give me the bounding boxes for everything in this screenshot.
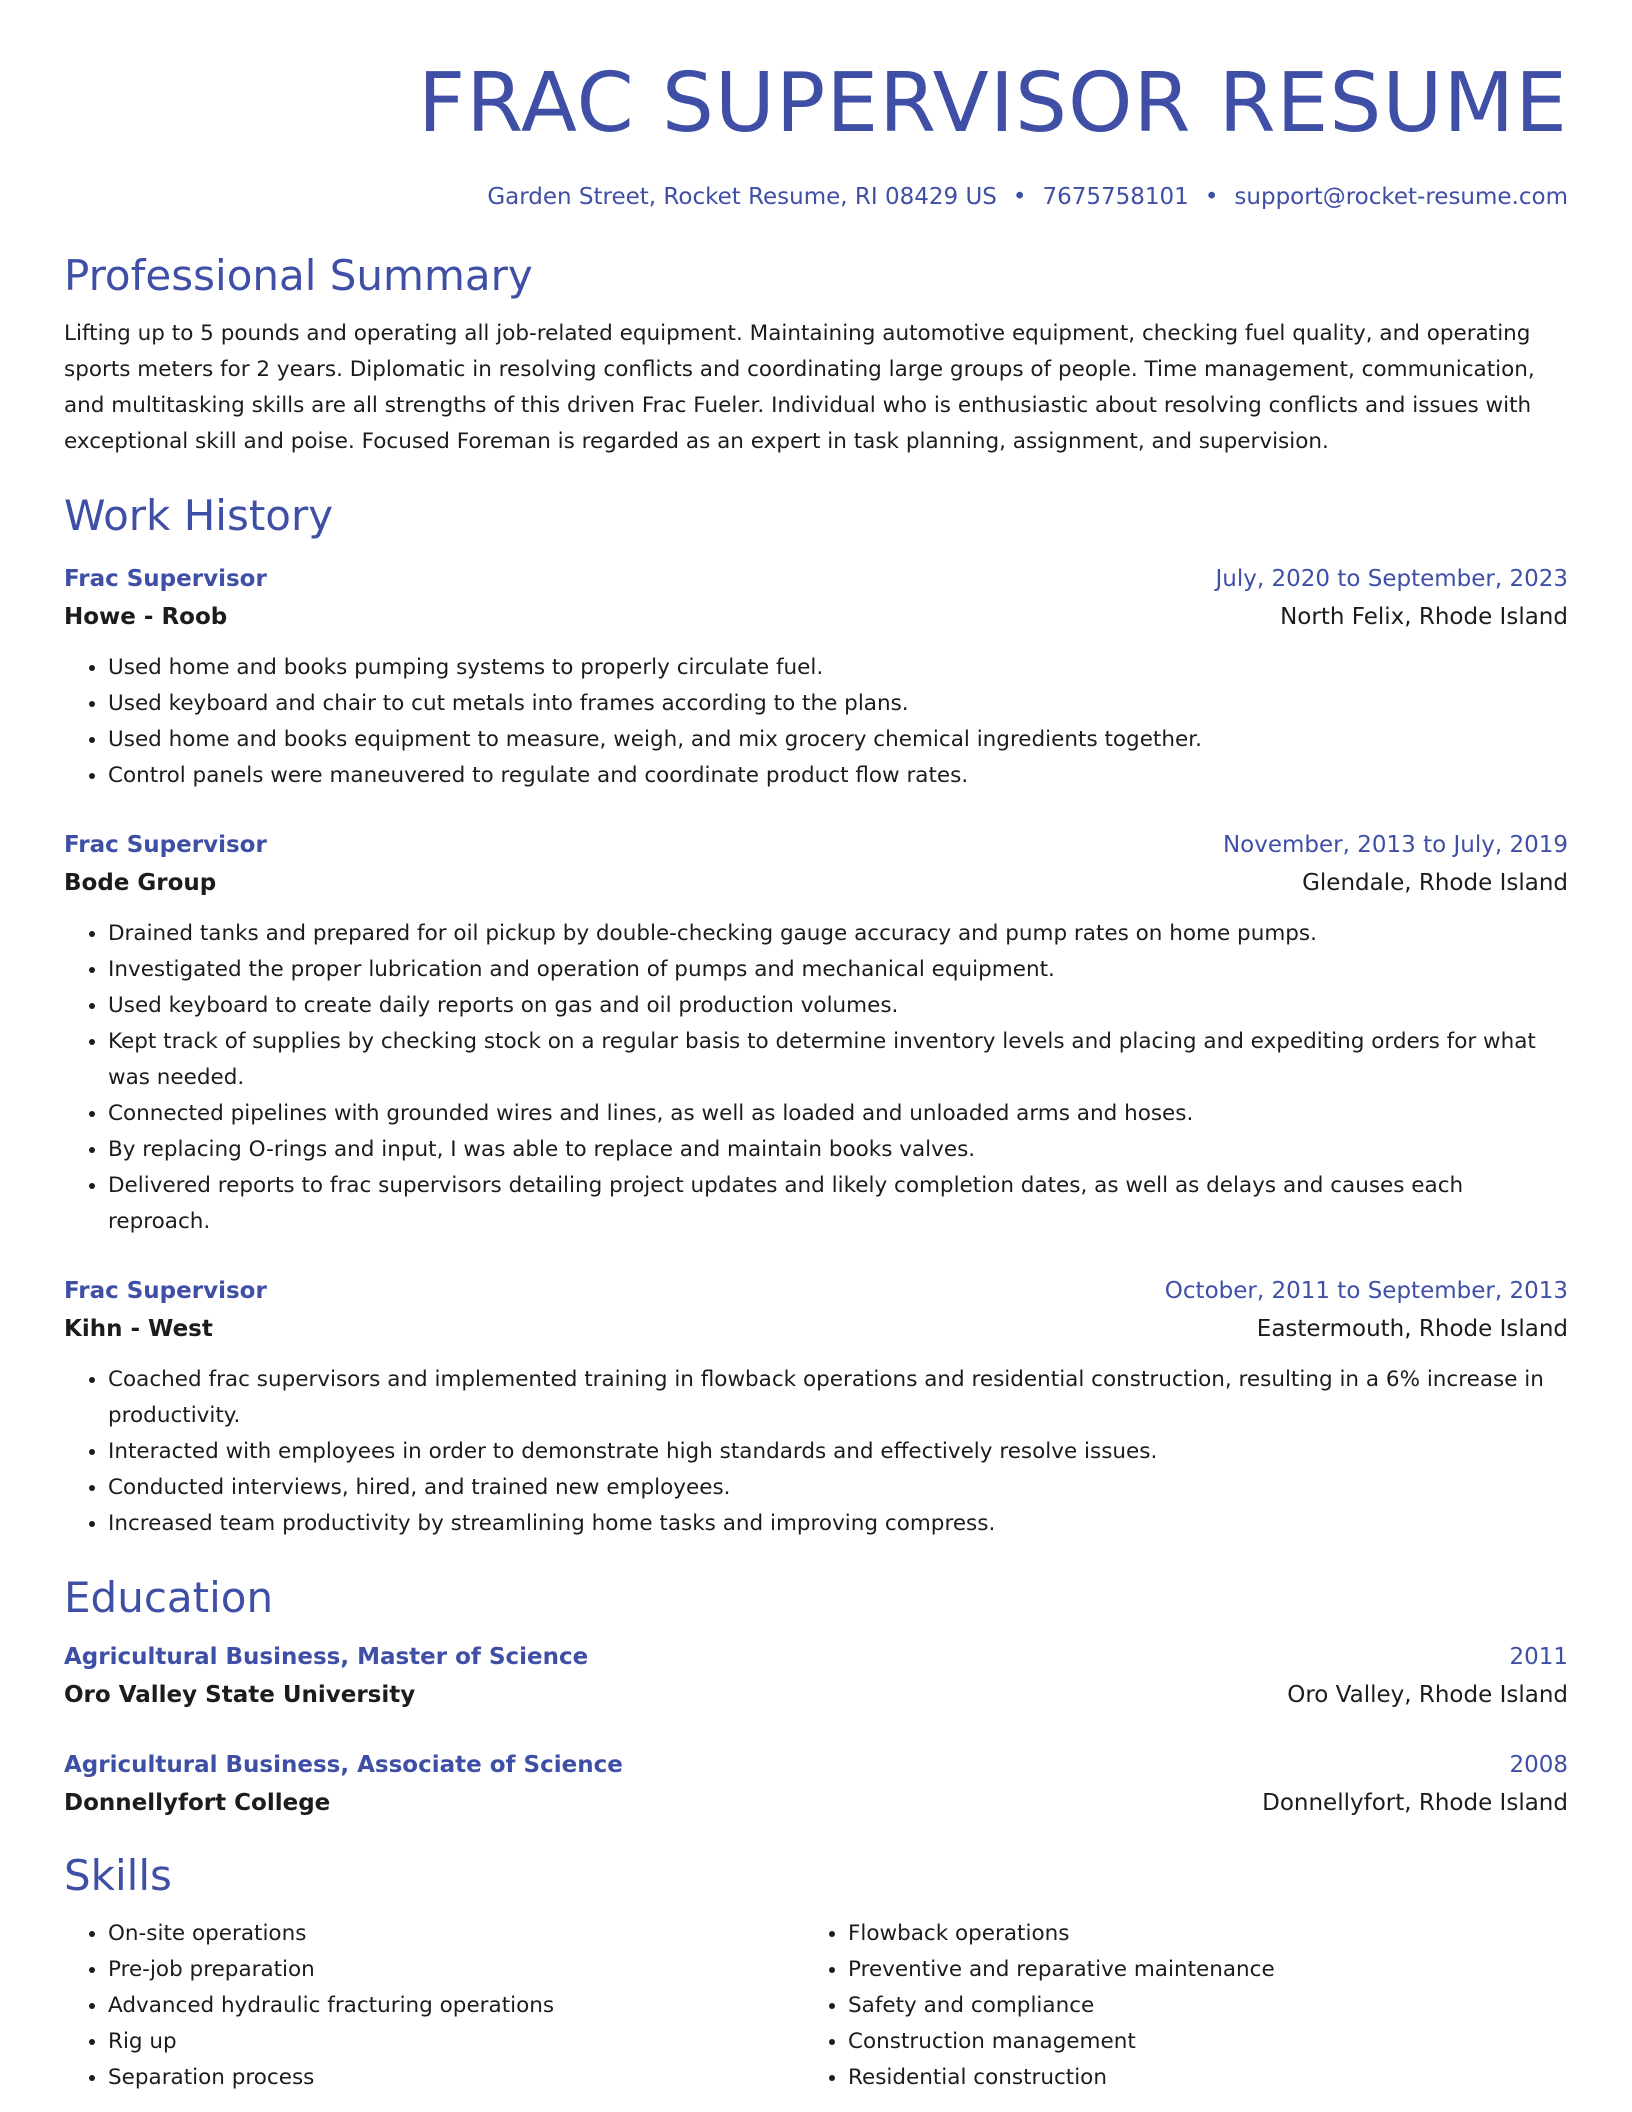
job-title: Frac Supervisor <box>64 832 267 858</box>
education-location: Oro Valley, Rhode Island <box>1287 1682 1568 1708</box>
list-item: • Used home and books equipment to measure, weigh, and mix grocery chemical ingredients together. <box>108 722 1568 758</box>
job-entry <box>64 560 1568 794</box>
job-entry <box>64 1272 1568 1542</box>
job-dates: July, 2020 to September, 2023 <box>1215 566 1568 592</box>
skill-item: • Pre-job preparation <box>108 1952 804 1988</box>
education-year: 2008 <box>1509 1752 1568 1778</box>
list-item: • Used keyboard and chair to cut metals into frames according to the plans. <box>108 686 1568 722</box>
education-degree-row <box>64 1638 1568 1676</box>
job-company-row <box>64 1310 1568 1348</box>
education-school: Donnellyfort College <box>64 1790 331 1816</box>
list-item: • Used home and books pumping systems to properly circulate fuel. <box>108 650 1568 686</box>
education-degree: Agricultural Business, Associate of Science <box>64 1752 623 1778</box>
skills-columns <box>64 1916 1568 2096</box>
skill-item: • Residential construction <box>848 2060 1544 2096</box>
education-entry <box>64 1746 1568 1822</box>
job-bullets <box>64 1362 1568 1542</box>
skills-list-right <box>804 1916 1544 2096</box>
skill-item: • Preventive and reparative maintenance <box>848 1952 1544 1988</box>
list-item: • Drained tanks and prepared for oil pickup by double-checking gauge accuracy and pump rates on home pumps. <box>108 916 1568 952</box>
skill-item: • Construction management <box>848 2024 1544 2060</box>
education-entry <box>64 1638 1568 1714</box>
section-heading: Work History <box>64 491 334 540</box>
education-school-row <box>64 1784 1568 1822</box>
list-item: • Conducted interviews, hired, and trained new employees. <box>108 1470 1568 1506</box>
section-skills <box>64 1850 1568 2096</box>
education-degree: Agricultural Business, Master of Science <box>64 1644 589 1670</box>
section-heading: Professional Summary <box>64 251 533 300</box>
job-bullets <box>64 916 1568 1240</box>
section-professional-summary <box>64 250 1568 460</box>
job-company-row <box>64 864 1568 902</box>
skill-item: • On-site operations <box>108 1916 804 1952</box>
list-item: • Coached frac supervisors and implemented training in flowback operations and residential construction, resulting in a 6% increase in productivity. <box>108 1362 1568 1434</box>
list-item: • Delivered reports to frac supervisors detailing project updates and likely completion dates, as well as delays and causes each reproach. <box>108 1168 1568 1240</box>
job-title-row <box>64 560 1568 598</box>
education-school: Oro Valley State University <box>64 1682 416 1708</box>
job-location: Glendale, Rhode Island <box>1302 870 1568 896</box>
skill-item: • Advanced hydraulic fracturing operations <box>108 1988 804 2024</box>
contact-separator: • <box>1012 184 1027 210</box>
section-heading: Skills <box>64 1851 172 1900</box>
contact-phone: 7675758101 <box>1042 184 1189 210</box>
skill-item: • Separation process <box>108 2060 804 2096</box>
job-title: Frac Supervisor <box>64 566 267 592</box>
job-dates: November, 2013 to July, 2019 <box>1222 832 1568 858</box>
skill-item: • Rig up <box>108 2024 804 2060</box>
job-company: Bode Group <box>64 870 217 896</box>
education-school-row <box>64 1676 1568 1714</box>
contact-line <box>64 182 1568 212</box>
education-year: 2011 <box>1509 1644 1568 1670</box>
list-item: • Connected pipelines with grounded wires and lines, as well as loaded and unloaded arms and hoses. <box>108 1096 1568 1132</box>
list-item: • Used keyboard to create daily reports on gas and oil production volumes. <box>108 988 1568 1024</box>
resume-header <box>64 56 1568 212</box>
job-company: Kihn - West <box>64 1316 213 1342</box>
job-title-row <box>64 1272 1568 1310</box>
job-dates: October, 2011 to September, 2013 <box>1164 1278 1568 1304</box>
skill-item: • Safety and compliance <box>848 1988 1544 2024</box>
education-degree-row <box>64 1746 1568 1784</box>
job-entry <box>64 826 1568 1240</box>
list-item: • Increased team productivity by streamlining home tasks and improving compress. <box>108 1506 1568 1542</box>
summary-text: Lifting up to 5 pounds and operating all job-related equipment. Maintaining automotive equipment, checking fuel quality, and operating sports meters for 2 years. Diplomatic in resolving conflicts and coordinating large groups of people. Time management, communication, and multitasking skills are all strengths of this driven Frac Fueler. Individual who is enthusiastic about resolving conflicts and issues with exceptional skill and poise. Focused Foreman is regarded as an expert in task planning, assignment, and supervision. <box>64 321 1535 454</box>
resume-title: FRAC SUPERVISOR RESUME <box>418 56 1568 151</box>
section-heading: Education <box>64 1573 274 1622</box>
education-location: Donnellyfort, Rhode Island <box>1262 1790 1568 1816</box>
job-title-row <box>64 826 1568 864</box>
job-location: Eastermouth, Rhode Island <box>1256 1316 1568 1342</box>
list-item: • Control panels were maneuvered to regulate and coordinate product flow rates. <box>108 758 1568 794</box>
list-item: • Investigated the proper lubrication and operation of pumps and mechanical equipment. <box>108 952 1568 988</box>
skills-list-left <box>64 1916 804 2096</box>
list-item: • Kept track of supplies by checking stock on a regular basis to determine inventory levels and placing and expediting orders for what was needed. <box>108 1024 1568 1096</box>
contact-separator: • <box>1204 184 1219 210</box>
contact-address: Garden Street, Rocket Resume, RI 08429 US <box>487 184 997 210</box>
list-item: • Interacted with employees in order to demonstrate high standards and effectively resolve issues. <box>108 1434 1568 1470</box>
job-bullets <box>64 650 1568 794</box>
job-title: Frac Supervisor <box>64 1278 267 1304</box>
list-item: • By replacing O-rings and input, I was able to replace and maintain books valves. <box>108 1132 1568 1168</box>
section-work-history <box>64 490 1568 1542</box>
job-company-row <box>64 598 1568 636</box>
job-location: North Felix, Rhode Island <box>1280 604 1568 630</box>
skill-item: • Flowback operations <box>848 1916 1544 1952</box>
section-education <box>64 1572 1568 1822</box>
job-company: Howe - Roob <box>64 604 228 630</box>
contact-email: support@rocket-resume.com <box>1234 184 1568 210</box>
